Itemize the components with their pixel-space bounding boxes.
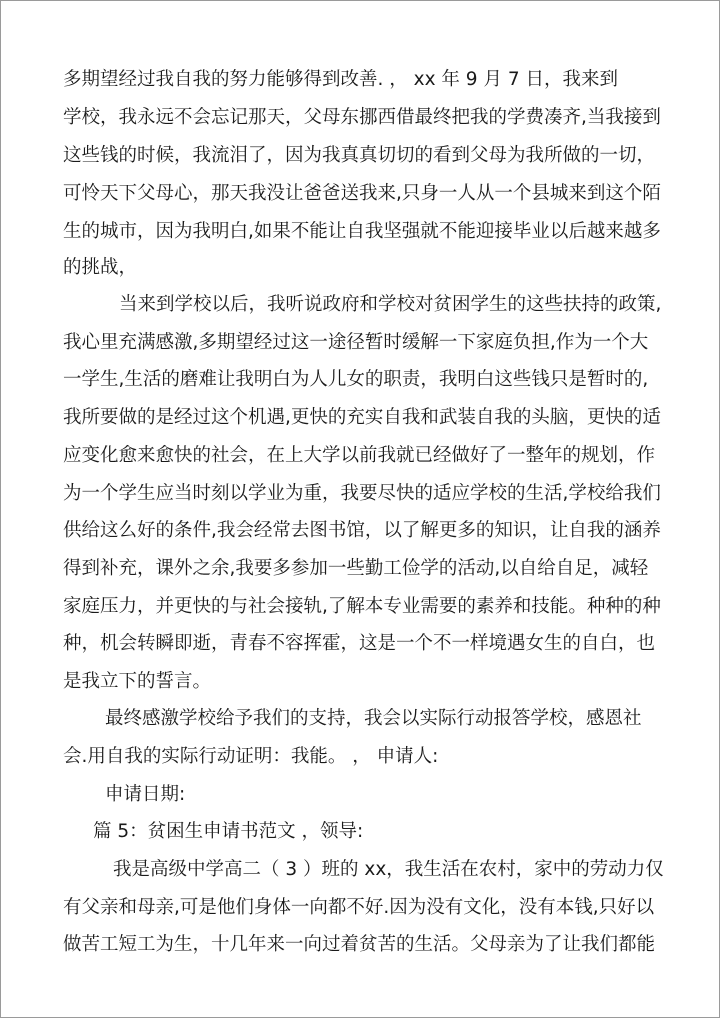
text-line: 可怜天下父母心，那天我没让爸爸送我来,只身一人从一个县城来到这个陌: [63, 183, 661, 204]
text-line: 这些钱的时候，我流泪了，因为我真真切切的看到父母为我所做的一切，: [63, 145, 656, 166]
text-line: 我所要做的是经过这个机遇,更快的充实自我和武装自我的头脑，更快的适: [63, 407, 661, 428]
paragraph-first-line: 当来到学校以后，我听说政府和学校对贫困学生的这些扶持的政策,: [119, 294, 662, 315]
text-line: 会.用自我的实际行动证明：我能。 ， 申请人:: [63, 746, 439, 767]
text-line: 多期望经过我自我的努力能够得到改善. ， xx 年 9 月 7 日，我来到: [63, 69, 618, 90]
text-line: 学校，我永远不会忘记那天，父母东挪西借最终把我的学费凑齐,当我接到: [63, 107, 661, 128]
text-line: 有父亲和母亲,可是他们身体一向都不好.因为没有文化，没有本钱,只好以: [63, 897, 655, 918]
text-line: 应变化愈来愈快的社会，在上大学以前我就已经做好了一整年的规划，作: [63, 445, 656, 466]
text-line: 生的城市，因为我明白,如果不能让自我坚强就不能迎接毕业以后越来越多: [63, 221, 661, 242]
application-date-label: 申请日期:: [105, 784, 186, 805]
text-line: 为一个学生应当时刻以学业为重，我要尽快的适应学校的生活,学校给我们: [63, 483, 661, 504]
text-line: 供给这么好的条件,我会经常去图书馆，以了解更多的知识，让自我的涵养: [63, 520, 661, 541]
paragraph-first-line: 最终感激学校给予我们的支持，我会以实际行动报答学校，感恩社: [105, 708, 642, 729]
section-heading: 篇 5：贫困生申请书范文 ，领导:: [93, 821, 364, 842]
paragraph-first-line: 我是高级中学高二（ 3 ）班的 xx，我生活在农村，家中的劳动力仅: [113, 859, 664, 880]
text-line: 得到补充，课外之余,我要多参加一些勤工俭学的活动,以自给自足，减轻: [63, 558, 649, 579]
text-line: 的挑战，: [63, 257, 138, 278]
text-line: 种，机会转瞬即逝，青春不容挥霍，这是一个不一样境遇女生的自白，也: [63, 633, 656, 654]
text-line: 一学生,生活的磨难让我明白为人儿女的职责，我明白这些钱只是暂时的,: [63, 369, 649, 390]
text-line: 家庭压力，并更快的与社会接轨,了解本专业需要的素养和技能。种种的种: [63, 596, 661, 617]
text-line: 做苦工短工为生，十几年来一向过着贫苦的生活。父母亲为了让我们都能: [63, 934, 656, 955]
text-line: 我心里充满感激,多期望经过这一途径暂时缓解一下家庭负担,作为一个大: [63, 332, 649, 353]
text-line: 是我立下的誓言。: [63, 671, 212, 692]
